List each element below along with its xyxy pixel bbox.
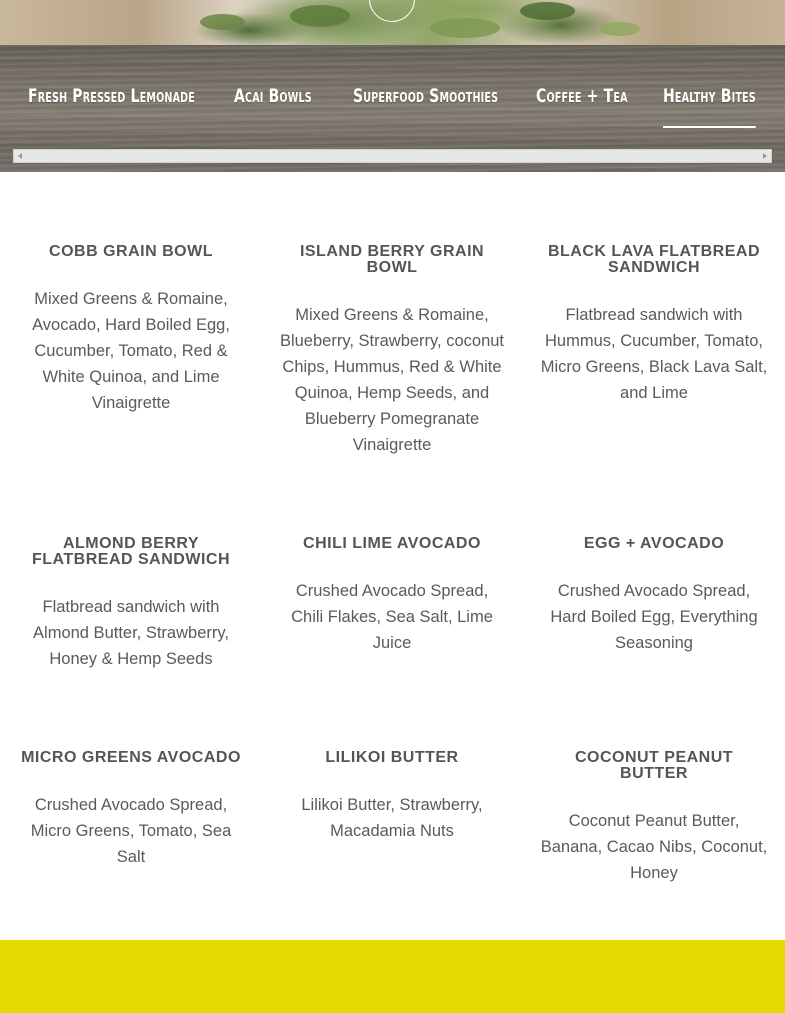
menu-item-description: Lilikoi Butter, Strawberry, Macadamia Nuts [301, 796, 483, 840]
greens-decoration [290, 5, 350, 27]
tabs-horizontal-scrollbar[interactable] [13, 149, 772, 163]
menu-item [17, 244, 245, 416]
tab-fresh-pressed-lemonade[interactable]: Fresh Pressed Lemonade [28, 85, 196, 107]
greens-decoration [200, 14, 245, 30]
menu-category-bar [0, 45, 785, 172]
tab-coffee-tea[interactable]: Coffee + Tea [536, 85, 628, 107]
menu-item-description: Mixed Greens & Romaine, Avocado, Hard Boiled Egg, Cucumber, Tomato, Red & White Quinoa, and Lime Vinaigrette [32, 290, 230, 412]
triangle-left-icon[interactable] [18, 153, 22, 159]
menu-item-name: ALMOND BERRY FLATBREAD SANDWICH [31, 535, 230, 568]
menu-item-description: Coconut Peanut Butter, Banana, Cacao Nibs, Coconut, Honey [540, 812, 768, 882]
menu-item [540, 750, 768, 886]
menu-item-name: EGG + AVOCADO [583, 535, 725, 552]
footer-band [0, 940, 785, 1013]
menu-item [278, 536, 506, 656]
menu-item-name: BLACK LAVA FLATBREAD SANDWICH [547, 243, 761, 276]
greens-decoration [430, 18, 500, 38]
menu-item-description: Mixed Greens & Romaine, Blueberry, Strawberry, coconut Chips, Hummus, Red & White Quinoa, Hemp Seeds, and Blueberry Pomegranate Vinaigrette [279, 306, 505, 454]
menu-item-name: COCONUT PEANUT BUTTER [574, 749, 734, 782]
menu-item [540, 244, 768, 406]
greens-decoration [520, 2, 575, 20]
menu-item-name: ISLAND BERRY GRAIN BOWL [299, 243, 485, 276]
menu-item [540, 536, 768, 656]
category-tabs [0, 45, 785, 149]
menu-item-description: Crushed Avocado Spread, Chili Flakes, Sea Salt, Lime Juice [291, 582, 493, 652]
menu-item-name: COBB GRAIN BOWL [49, 243, 213, 260]
menu-item [278, 750, 506, 844]
menu-item-description: Flatbread sandwich with Almond Butter, Strawberry, Honey & Hemp Seeds [33, 598, 229, 668]
tab-superfood-smoothies[interactable]: Superfood Smoothies [353, 85, 499, 107]
tab-healthy-bites[interactable]: Healthy Bites [663, 85, 756, 107]
scroll-down-circle-icon[interactable] [369, 0, 415, 22]
hero-image [0, 0, 785, 45]
menu-item-name: LILIKOI BUTTER [325, 749, 459, 766]
menu-item [17, 536, 245, 672]
tab-acai-bowls[interactable]: Acai Bowls [234, 85, 312, 107]
triangle-right-icon[interactable] [763, 153, 767, 159]
menu-item-name: MICRO GREENS AVOCADO [21, 749, 241, 766]
menu-item-description: Flatbread sandwich with Hummus, Cucumber, Tomato, Micro Greens, Black Lava Salt, and Lime [540, 306, 768, 402]
healthy-bites-menu [0, 172, 785, 940]
menu-item-name: CHILI LIME AVOCADO [303, 535, 481, 552]
menu-item [278, 244, 506, 458]
greens-decoration [600, 22, 640, 36]
menu-item-description: Crushed Avocado Spread, Micro Greens, Tomato, Sea Salt [30, 796, 232, 866]
menu-item-description: Crushed Avocado Spread, Hard Boiled Egg, Everything Seasoning [550, 582, 758, 652]
menu-item [10, 750, 252, 870]
